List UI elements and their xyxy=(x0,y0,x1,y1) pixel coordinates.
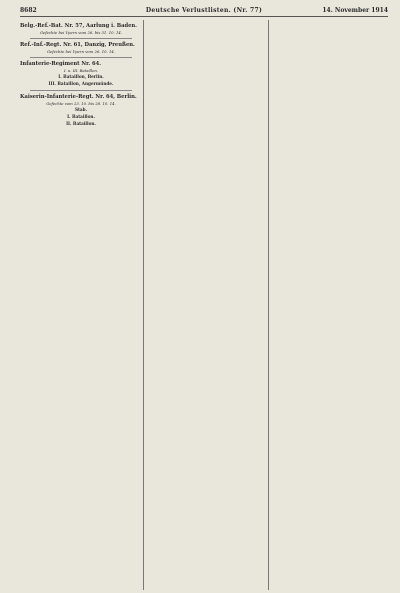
section-title: Infanterie-Regiment Nr. 64. xyxy=(20,61,102,67)
section-divider xyxy=(30,38,132,39)
section-divider xyxy=(30,90,132,91)
section-title: Kaiserin-Infanterie-Regt. Nr. 64, Berlin. xyxy=(20,94,137,100)
page-number: 8682 xyxy=(20,7,37,14)
subhead: I. Bataillon. xyxy=(67,114,95,119)
page-header xyxy=(20,6,388,16)
section-title: Belg.-Ref.-Bat. Nr. 57, Aarlung i. Baden. xyxy=(20,23,137,29)
section-subtitle: Gefechte bei Ypern vom 26. bis 31. 10. 14. xyxy=(39,30,123,35)
publication-title: Deutsche Verlustlisten. (Nr. 77) xyxy=(145,7,263,14)
subhead: I. Bataillon, Berlin. xyxy=(58,74,104,79)
column-rule xyxy=(143,20,144,590)
section-subtitle: I. u. III. Bataillon. xyxy=(63,68,99,73)
subhead: Stab. xyxy=(74,107,88,112)
column-rule xyxy=(268,20,269,590)
header-rule xyxy=(20,16,388,17)
section-divider xyxy=(30,57,132,58)
subhead: II. Bataillon. xyxy=(66,121,96,126)
section-subtitle: Gefechte bei Ypern vom 26. 10. 14. xyxy=(46,49,115,54)
subhead: III. Bataillon, Angermünde. xyxy=(48,81,114,86)
column-1 xyxy=(20,21,142,127)
publication-date: 14. November 1914 xyxy=(322,7,388,14)
section-title: Ref.-Inf.-Regt. Nr. 61, Danzig, Preußen. xyxy=(20,42,135,48)
section-subtitle: Gefechte vom 23. 10. bis 28. 10. 14. xyxy=(46,101,116,106)
